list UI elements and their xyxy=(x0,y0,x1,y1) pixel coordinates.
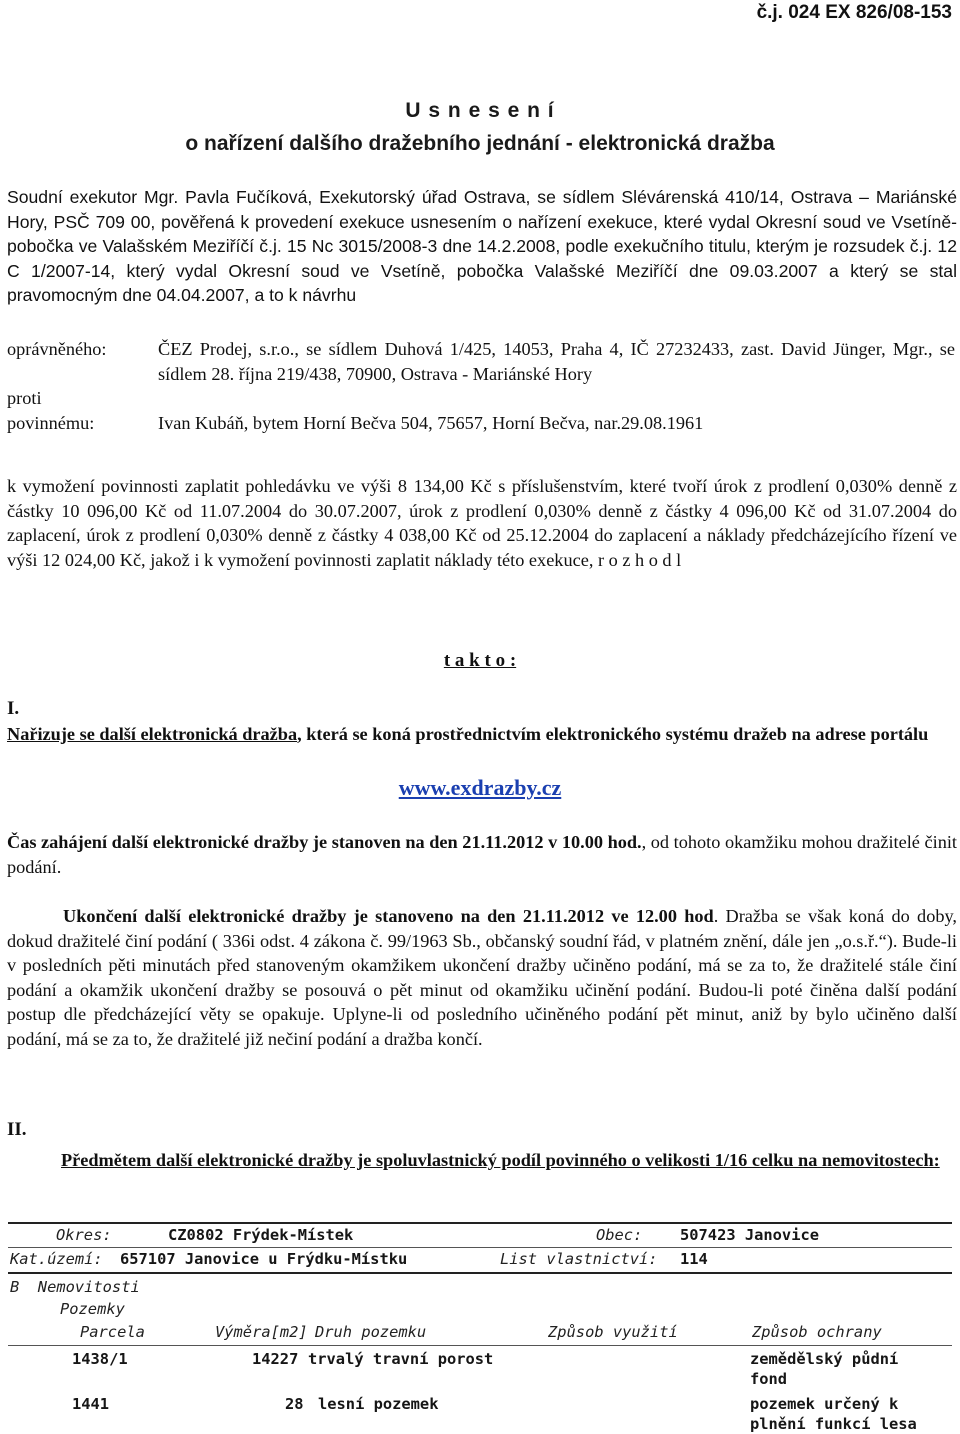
creditor-label: oprávněného: xyxy=(7,339,107,359)
section-one-lead xyxy=(7,722,957,747)
row1-ochrana-1: zemědělský půdní xyxy=(750,1350,899,1368)
col-druh: Druh pozemku xyxy=(315,1323,427,1341)
extract-header-rule xyxy=(8,1345,952,1346)
obec-label: Obec: xyxy=(596,1226,643,1244)
auction-start-paragraph xyxy=(7,830,957,879)
extract-rule-2 xyxy=(8,1247,952,1248)
row2-vymera: 28 xyxy=(285,1395,304,1413)
auction-ordered-text: Nařizuje se další elektronická dražba xyxy=(7,724,298,744)
section-one-number: I. xyxy=(7,698,20,719)
extract-rule-3 xyxy=(8,1272,952,1274)
portal-link-row xyxy=(0,775,960,801)
row1-ochrana-2: fond xyxy=(750,1370,788,1388)
auction-start-time: Čas zahájení další elektronické dražby je stanoven na den 21.11.2012 v 10.00 hod. xyxy=(7,832,642,852)
portal-link[interactable]: www.exdrazby.cz xyxy=(398,775,562,800)
okres-label: Okres: xyxy=(56,1226,112,1244)
obec-value: 507423 Janovice xyxy=(680,1226,819,1244)
col-zpusob-vyuziti: Způsob využití xyxy=(548,1323,678,1341)
row2-ochrana-1: pozemek určený k xyxy=(750,1395,899,1413)
col-vymera: Výměra[m2] xyxy=(215,1323,308,1341)
lv-label: List vlastnictví: xyxy=(500,1250,658,1268)
row1-vymera: 14227 xyxy=(252,1350,299,1368)
col-parcela: Parcela xyxy=(80,1323,145,1341)
katuzemi-value: 657107 Janovice u Frýdku-Místku xyxy=(120,1250,408,1268)
katuzemi-label: Kat.území: xyxy=(10,1250,103,1268)
debtor-details: Ivan Kubáň, bytem Horní Bečva 504, 75657, Horní Bečva, nar.29.08.1961 xyxy=(158,413,704,433)
section-two-heading xyxy=(7,1148,957,1173)
cadastral-extract xyxy=(0,1220,960,1434)
debtor-label: povinnému: xyxy=(7,413,95,433)
auction-end-rules: . Dražba se však koná do doby, dokud dražitelé činí podání ( 336i odst. 4 zákona č. 99/1963 Sb., občanský soudní řád, v platném znění, dále jen „o.s.ř.“). Bude-li v posledních pěti minutách před stanoveným okamžikem ukončení dražby učiněno podání, má se za to, že dražitelé stále činí podání a okamžik ukončení dražby se posouvá o pět minut od okamžiku učinění podání. Budou-li poté činěna další podání postup dle předcházející věty se opakuje. Uplyne-li od posledního učiněného podání pět minut, aniž by bylo učiněno další podání, má se za to, že dražitelé již nečiní podání a dražba končí. xyxy=(7,906,957,1049)
row1-druh: trvalý travní porost xyxy=(308,1350,494,1368)
against-label: proti xyxy=(7,388,42,408)
document-subtitle: o nařízení dalšího dražebního jednání - elektronická dražba xyxy=(185,132,775,155)
pozemky-label: Pozemky xyxy=(60,1300,125,1318)
col-zpusob-ochrany: Způsob ochrany xyxy=(752,1323,882,1341)
auction-end-paragraph xyxy=(7,904,957,1051)
auction-portal-text: , která se koná prostřednictvím elektronického systému dražeb na adrese portálu xyxy=(297,724,929,744)
claim-paragraph: k vymožení povinnosti zaplatit pohledávku ve výši 8 134,00 Kč s příslušenstvím, které tvoří úrok z prodlení 0,030% denně z částky 10 096,00 Kč od 11.07.2004 do 30.07.2007, úrok z prodlení 0,030% denně z částky 4 096,00 Kč od 31.07.2004 do zaplacení, úrok z prodlení 0,030% denně z částky 4 038,00 Kč od 25.12.2004 do zaplacení a náklady předcházejícího řízení ve výši 12 024,00 Kč, jakož i k vymožení povinnosti zaplatit náklady této exekuce, r o z h o d l xyxy=(7,476,957,570)
section-two-number: II. xyxy=(7,1119,27,1140)
case-reference: č.j. 024 EX 826/08-153 xyxy=(756,2,952,23)
row2-druh: lesní pozemek xyxy=(318,1395,439,1413)
extract-top-rule xyxy=(8,1222,952,1224)
intro-paragraph: Soudní exekutor Mgr. Pavla Fučíková, Exekutorský úřad Ostrava, se sídlem Slévárenská 410/14, Ostrava – Mariánské Hory, PSČ 709 00, pověřená k provedení exekuce usnesením o nařízení exekuce, které vydal Okresní soud ve Vsetíně-pobočka ve Valašském Meziříčí č.j. 15 Nc 3015/2008-3 dne 14.2.2008, podle exekučního titulu, kterým je rozsudek č.j. 12 C 1/2007-14, který vydal Okresní soud ve Vsetíně, pobočka Valašské Meziříčí dne 09.03.2007 a který se stal pravomocným dne 04.04.2007, a to k návrhu xyxy=(7,187,957,305)
creditor-details: ČEZ Prodej, s.r.o., se sídlem Duhová 1/425, 14053, Praha 4, IČ 27232433, zast. David Jünger, Mgr., se sídlem 28. října 219/438, 70900, Ostrava - Mariánské Hory xyxy=(158,339,955,384)
section-b-label: B Nemovitosti xyxy=(10,1278,140,1296)
auction-start-note: , od tohoto okamžiku mohou dražitelé činit podání. xyxy=(7,832,957,877)
takto-heading: t a k t o : xyxy=(443,650,517,671)
row2-parcela: 1441 xyxy=(72,1395,110,1413)
row1-parcela: 1438/1 xyxy=(72,1350,128,1368)
section-two-heading-text: Předmětem další elektronické dražby je spoluvlastnický podíl povinného o velikosti 1/16 celku na nemovitostech: xyxy=(61,1150,940,1170)
auction-end-time: Ukončení další elektronické dražby je stanoveno na den 21.11.2012 ve 12.00 hod xyxy=(63,906,714,926)
lv-value: 114 xyxy=(680,1250,708,1268)
row2-ochrana-2: plnění funkcí lesa xyxy=(750,1415,917,1433)
document-title: U s n e s e n í xyxy=(405,99,555,122)
okres-value: CZ0802 Frýdek-Místek xyxy=(168,1226,354,1244)
